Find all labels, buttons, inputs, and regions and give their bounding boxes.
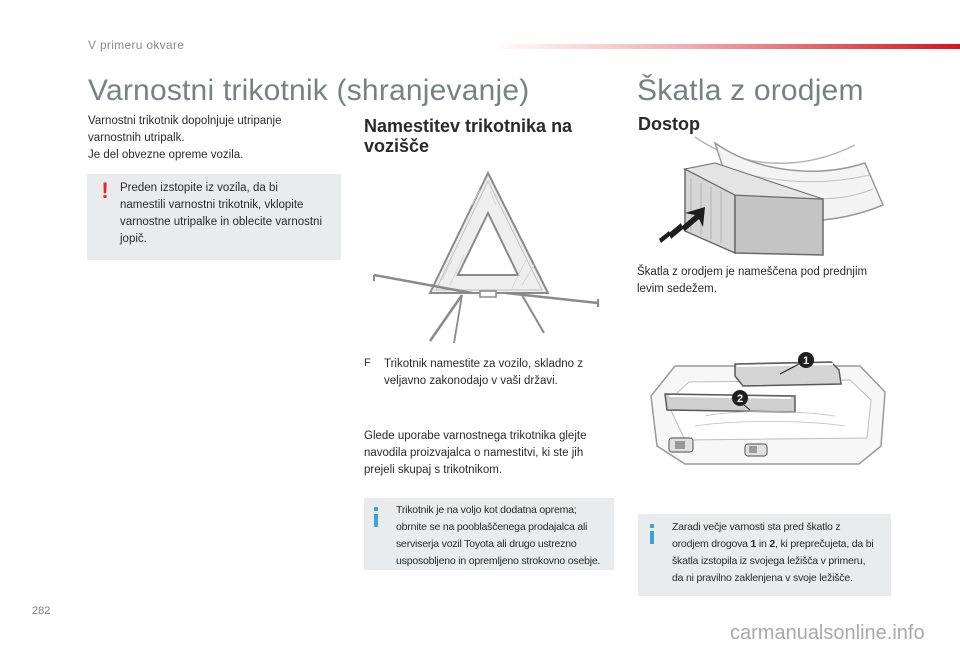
info-text-safety-bars	[672, 519, 888, 587]
section-heading-placement	[364, 116, 604, 156]
page-title-warning-triangle: Varnostni trikotnik (shranjevanje)	[88, 74, 530, 107]
page-number: 282	[32, 605, 51, 617]
callout-1: 1	[802, 355, 810, 367]
warning-line: namestili varnostni trikotnik, vklopite	[120, 199, 304, 211]
info-fragment: orodjem drogova	[672, 538, 751, 550]
info-line: obrnite se na pooblaščenega prodajalca ali	[396, 521, 588, 533]
watermark: carmanualsonline.info	[730, 622, 925, 644]
info-fragment: , ki preprečujeta, da bi	[775, 538, 874, 550]
page-title-toolbox: Škatla z orodjem	[637, 74, 864, 107]
warning-triangle-illustration	[372, 165, 600, 345]
section-label: V primeru okvare	[88, 38, 185, 52]
info-line: serviserja vozil Toyota ali drugo ustrezno	[396, 538, 577, 550]
info-text-accessory	[396, 502, 612, 570]
header-accent-bar	[490, 44, 960, 49]
seat-toolbox-illustration	[655, 135, 895, 257]
intro-line: Je del obvezne opreme vozila.	[88, 149, 244, 161]
intro-line: varnostnih utripalk.	[88, 132, 185, 144]
info-bar-number-2: 2	[769, 538, 776, 550]
info-bar-number-1: 1	[750, 538, 757, 550]
info-line: Trikotnik je na voljo kot dodatna oprema;	[396, 504, 577, 516]
bullet-line: Trikotnik namestite za vozilo, skladno z	[384, 358, 583, 370]
body-line: navodila proizvajalca o namestitvi, ki ste jih	[364, 447, 584, 459]
subheading-access: Dostop	[638, 114, 700, 134]
warning-line: Preden izstopite iz vozila, da bi	[120, 182, 278, 194]
body-line: prejeli skupaj s trikotnikom.	[364, 464, 503, 476]
bullet-marker: F	[364, 357, 371, 369]
warning-line: jopič.	[120, 233, 147, 245]
info-icon	[370, 507, 382, 527]
info-line: škatla izstopila iz svojega ležišča v primeru,	[672, 555, 866, 567]
heading-line: vozišče	[364, 136, 430, 156]
info-line: Zaradi večje varnosti sta pred škatlo z	[672, 521, 841, 533]
manufacturer-note	[364, 428, 614, 479]
bullet-line: veljavno zakonodajo v vaši državi.	[384, 375, 558, 387]
info-icon	[646, 524, 658, 544]
callout-badges	[720, 350, 820, 412]
intro-line: Varnostni trikotnik dopolnjuje utripanje	[88, 115, 282, 127]
caption-line: levim sedežem.	[637, 283, 717, 295]
intro-paragraph	[88, 113, 338, 164]
heading-line: Namestitev trikotnika na	[364, 116, 573, 136]
toolbox-caption	[637, 264, 897, 298]
info-line: usposobljeno in opremljeno strokovno osebje.	[396, 555, 601, 567]
warning-text	[120, 180, 338, 248]
caption-line: Škatla z orodjem je nameščena pod prednjim	[637, 266, 868, 278]
warning-line: varnostne utripalke in oblecite varnostni	[120, 216, 323, 228]
body-line: Glede uporabe varnostnega trikotnika glejte	[364, 430, 587, 442]
exclamation-warning-icon: !	[101, 178, 109, 203]
callout-2: 2	[736, 393, 744, 405]
info-line	[672, 536, 888, 553]
info-fragment: in	[756, 538, 770, 550]
info-line: da ni pravilno zaklenjena v svoje ležišče.	[672, 572, 853, 584]
bullet-text	[384, 356, 614, 390]
